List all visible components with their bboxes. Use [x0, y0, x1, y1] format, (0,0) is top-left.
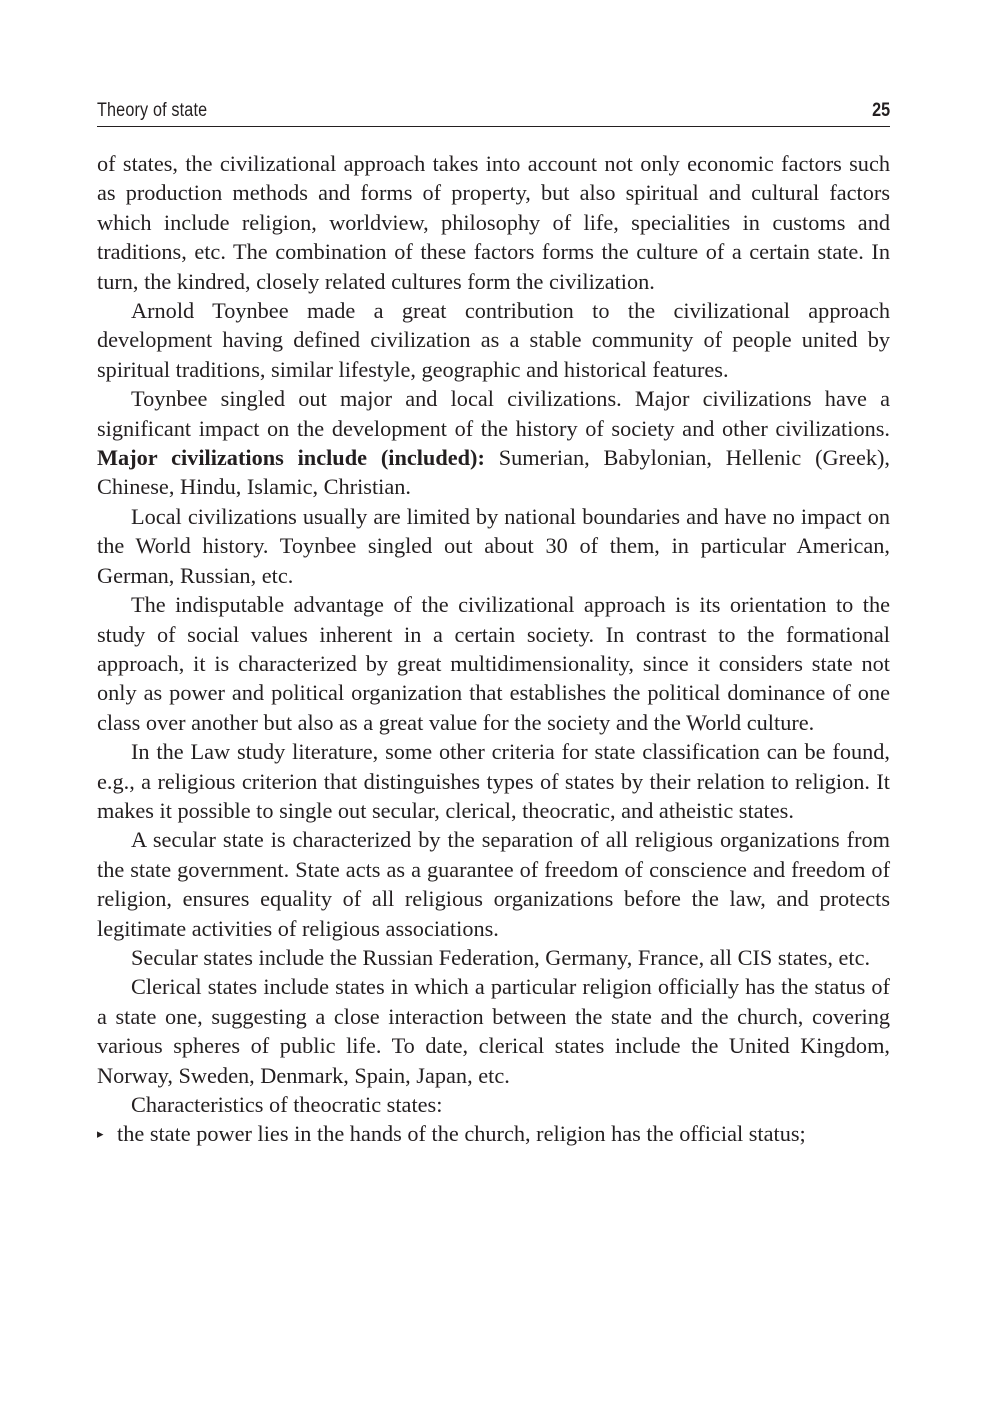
paragraph-text: Toynbee singled out major and local civilizations. Major civilizations have a significant impact on the development of the history of society and other civilizations.	[97, 386, 890, 441]
body-text	[97, 149, 890, 1149]
paragraph: A secular state is characterized by the separation of all religious organizations from the state government. State acts as a guarantee of freedom of conscience and freedom of religion, ensures equality of all religious organizations before the law, and protects legitimate activities of religious associations.	[97, 827, 890, 941]
paragraph: In the Law study literature, some other criteria for state classification can be found, e.g., a religious criterion that distinguishes types of states by their relation to religion. It makes it possible to single out secular, clerical, theocratic, and atheistic states.	[97, 739, 890, 823]
bullet-text: the state power lies in the hands of the church, religion has the official status;	[117, 1121, 806, 1147]
running-header	[97, 96, 890, 127]
triangle-bullet-icon: ▸	[97, 1126, 104, 1142]
paragraph: Arnold Toynbee made a great contribution to the civilizational approach development having defined civilization as a stable community of people united by spiritual traditions, similar lifestyle, geographic and historical features.	[97, 298, 890, 382]
paragraph	[97, 384, 890, 502]
paragraph-text: Sumerian, Babylonian, Hellenic (Greek), Chinese, Hindu, Islamic, Christian.	[97, 445, 890, 500]
page	[97, 96, 890, 1149]
paragraph: Clerical states include states in which a particular religion officially has the status of a state one, suggesting a close interaction between the state and the church, covering various spheres of public life. To date, clerical states include the United Kingdom, Norway, Sweden, Denmark, Spain, Japan, etc.	[97, 974, 890, 1088]
paragraph: Local civilizations usually are limited by national boundaries and have no impact on the World history. Toynbee singled out about 30 of them, in particular American, German, Russian, etc.	[97, 503, 890, 588]
paragraph: of states, the civilizational approach takes into account not only economic factors such as production methods and forms of property, but also spiritual and cultural factors which include religion, worldview, philosophy of life, specialities in customs and traditions, etc. The combination of these factors forms the culture of a certain state. In turn, the kindred, closely related cultures form the civilization.	[97, 151, 890, 294]
paragraph: Secular states include the Russian Federation, Germany, France, all CIS states, etc.	[131, 944, 871, 970]
bullet-item	[97, 1119, 890, 1148]
paragraph: Characteristics of theocratic states:	[131, 1092, 443, 1117]
paragraph: The indisputable advantage of the civilizational approach is its orientation to the study of social values inherent in a certain society. In contrast to the formational approach, it is characterized by great multidimensionality, since it considers state not only as power and political organization that establishes the political dominance of one class over another but also as a great value for the society and the World culture.	[97, 592, 890, 735]
bold-phrase: Major civilizations include (included):	[97, 445, 485, 471]
running-title: Theory of state	[97, 100, 208, 121]
page-number: 25	[872, 100, 890, 121]
